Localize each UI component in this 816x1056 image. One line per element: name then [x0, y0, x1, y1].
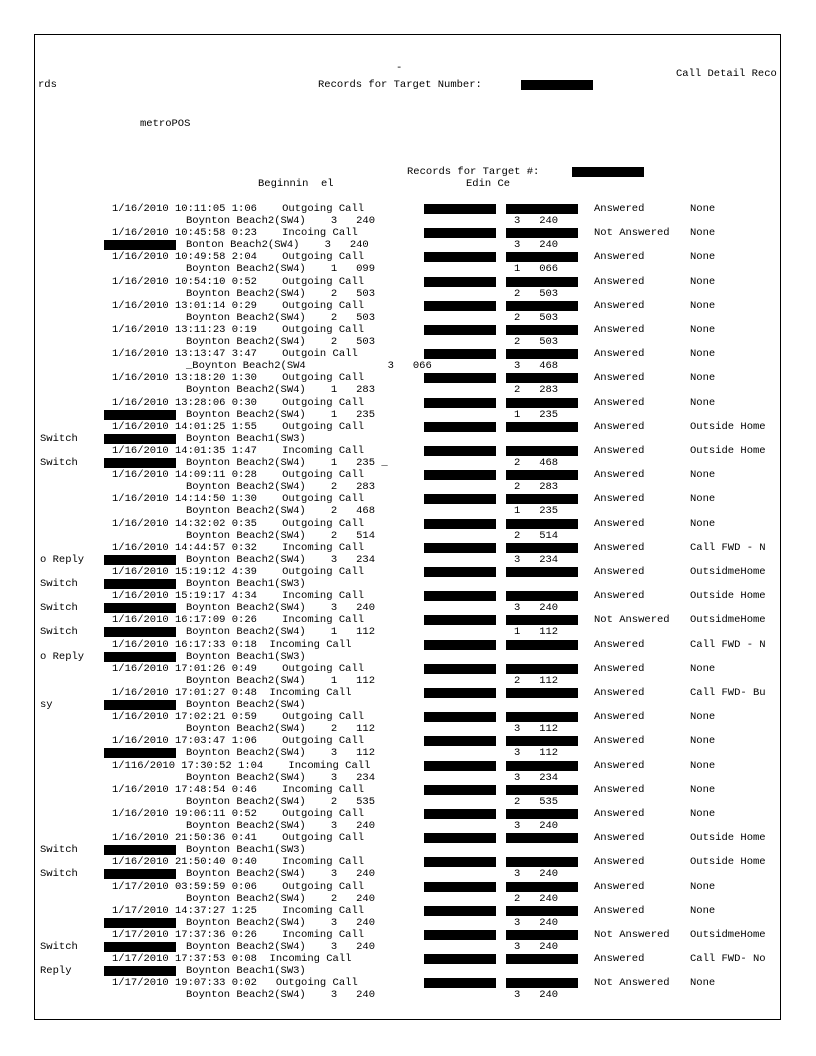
row-line-1: 1/16/2010 15:19:12 4:39 Outgoing Call — [112, 566, 365, 578]
row-special: OutsidmeHome — [690, 929, 766, 941]
row-cell-end: 2 468 — [514, 457, 559, 469]
row-special: Call FWD - N — [690, 638, 766, 651]
row-line-1: 1/16/2010 17:01:27 0:48 Incoming Call — [112, 687, 352, 699]
redaction-bar — [104, 240, 176, 250]
row-status: Answered — [594, 783, 645, 796]
redaction-bar — [506, 398, 578, 408]
redaction-bar — [506, 494, 578, 504]
row-status: Not Answered — [594, 977, 670, 990]
row-line-1: 1/16/2010 14:09:11 0:28 Outgoing Call — [112, 469, 365, 482]
row-cell-end: 1 066 — [514, 263, 559, 276]
row-line-2: Boynton Beach2(SW4) 2 468 — [186, 505, 376, 518]
row-special: None — [690, 759, 716, 772]
row-line-1: 1/16/2010 14:44:57 0:32 Incoming Call — [112, 541, 365, 554]
row-special: Outside Home — [690, 856, 766, 869]
redaction-bar — [104, 627, 176, 637]
row-special-wrap: Switch — [40, 432, 78, 445]
row-special-wrap: Switch — [40, 941, 78, 953]
redaction-bar — [424, 301, 496, 311]
row-cell-end: 1 235 — [514, 408, 559, 421]
row-special: None — [690, 469, 716, 482]
row-status: Answered — [594, 735, 645, 748]
redaction-bar — [104, 603, 176, 613]
row-line-2: Boynton Beach2(SW4) 3 234 — [186, 553, 376, 566]
redaction-bar — [104, 918, 176, 928]
redaction-bar — [506, 543, 578, 553]
redaction-bar — [506, 349, 578, 359]
row-line-2: Boynton Beach1(SW3) — [186, 578, 306, 590]
redaction-bar — [424, 519, 496, 529]
row-line-1: 1/16/2010 13:11:23 0:19 Outgoing Call — [112, 324, 365, 336]
row-special-wrap: o Reply — [40, 553, 85, 566]
redaction-bar — [424, 978, 496, 988]
row-cell-end: 2 112 — [514, 674, 559, 687]
redaction-bar — [506, 906, 578, 916]
redaction-bar — [506, 978, 578, 988]
redaction-bar — [424, 204, 496, 214]
row-special: Call FWD - N — [690, 541, 766, 554]
redaction-bar — [104, 652, 176, 662]
redaction-bar — [104, 966, 176, 976]
row-cell-end: 3 112 — [514, 723, 559, 736]
row-line-1: 1/116/2010 17:30:52 1:04 Incoming Call — [112, 759, 371, 772]
row-line-1: 1/16/2010 10:45:58 0:23 Incoing Call — [112, 227, 358, 240]
row-special: Outside Home — [690, 445, 766, 457]
redaction-bar — [424, 228, 496, 238]
row-special: None — [690, 348, 716, 361]
redaction-bar — [506, 785, 578, 795]
row-line-2: Boynton Beach1(SW3) — [186, 650, 306, 663]
redaction-bar — [506, 446, 578, 456]
row-status: Not Answered — [594, 227, 670, 240]
row-special: Outside Home — [690, 420, 766, 433]
redaction-bar — [424, 252, 496, 262]
row-special: None — [690, 251, 716, 264]
row-cell-end: 3 240 — [514, 989, 559, 1002]
redaction-bar — [424, 373, 496, 383]
redaction-bar — [424, 398, 496, 408]
row-cell-end: 2 514 — [514, 529, 559, 542]
row-line-1: 1/16/2010 13:18:20 1:30 Outgoing Call — [112, 372, 365, 385]
redaction-bar — [506, 252, 578, 262]
row-line-2: Boynton Beach2(SW4) 3 240 — [186, 989, 376, 1002]
redaction-bar — [424, 761, 496, 771]
row-line-2: Boynton Beach2(SW4) 1 099 — [186, 263, 376, 276]
redaction-bar — [104, 434, 176, 444]
row-cell-end: 2 503 — [514, 311, 559, 324]
row-special: Outside Home — [690, 590, 766, 603]
row-status: Answered — [594, 396, 645, 409]
row-cell-end: 1 235 — [514, 505, 559, 518]
row-line-1: 1/16/2010 13:13:47 3:47 Outgoin Call — [112, 348, 358, 361]
header-dash: - — [396, 62, 403, 74]
row-cell-end: 3 240 — [514, 602, 559, 615]
row-line-2: Boynton Beach2(SW4) 3 234 — [186, 771, 376, 784]
row-special-wrap: Switch — [40, 626, 78, 639]
row-special: None — [690, 904, 716, 917]
row-line-2: Boynton Beach2(SW4) 2 240 — [186, 892, 376, 905]
redaction-bar — [104, 748, 176, 758]
row-status: Answered — [594, 541, 645, 554]
row-special-wrap: Reply — [40, 965, 72, 978]
row-cell-end: 3 240 — [514, 215, 559, 227]
row-status: Not Answered — [594, 929, 670, 941]
redaction-bar — [424, 543, 496, 553]
row-special-wrap: Switch — [40, 602, 78, 615]
row-cell-end: 2 240 — [514, 892, 559, 905]
row-line-1: 1/17/2010 19:07:33 0:02 Outgoing Call — [112, 977, 358, 990]
redaction-bar — [506, 664, 578, 674]
row-status: Answered — [594, 493, 645, 506]
row-status: Answered — [594, 517, 645, 530]
row-line-2: Boynton Beach2(SW4) 3 240 — [186, 868, 376, 881]
row-line-1: 1/16/2010 17:02:21 0:59 Outgoing Call — [112, 711, 365, 724]
row-line-2: Boynton Beach1(SW3) — [186, 965, 306, 978]
row-special: Call FWD- Bu — [690, 687, 766, 699]
redaction-bar — [506, 204, 578, 214]
row-status: Answered — [594, 566, 645, 578]
row-line-1: 1/16/2010 17:48:54 0:46 Incoming Call — [112, 783, 365, 796]
redaction-bar — [104, 458, 176, 468]
redaction-bar — [104, 410, 176, 420]
row-status: Answered — [594, 420, 645, 433]
row-line-1: 1/16/2010 15:19:17 4:34 Incoming Call — [112, 590, 365, 603]
row-line-1: 1/16/2010 19:06:11 0:52 Outgoing Call — [112, 808, 365, 820]
row-line-2: Boynton Beach2(SW4) 2 503 — [186, 336, 376, 348]
row-status: Answered — [594, 638, 645, 651]
redaction-bar — [104, 555, 176, 565]
row-special: Call FWD- No — [690, 953, 766, 966]
row-status: Answered — [594, 808, 645, 820]
row-line-1: 1/16/2010 16:17:09 0:26 Incoming Call — [112, 614, 365, 627]
row-status: Answered — [594, 445, 645, 457]
row-special: None — [690, 977, 716, 990]
redaction-bar — [506, 712, 578, 722]
row-line-2: Boynton Beach2(SW4) — [186, 699, 306, 711]
row-line-2: Boynton Beach2(SW4) 1 112 — [186, 674, 376, 687]
redaction-bar — [506, 591, 578, 601]
row-status: Answered — [594, 203, 645, 215]
row-status: Answered — [594, 251, 645, 264]
row-cell-end: 1 112 — [514, 626, 559, 639]
row-line-2: Boynton Beach2(SW4) 3 240 — [186, 916, 376, 929]
row-special-wrap: Switch — [40, 868, 78, 881]
redaction-bar — [424, 567, 496, 577]
redaction-bar — [424, 640, 496, 650]
redaction-bar — [506, 930, 578, 940]
row-line-1: 1/16/2010 17:01:26 0:49 Outgoing Call — [112, 662, 365, 675]
row-status: Answered — [594, 324, 645, 336]
row-line-2: _Boynton Beach2(SW4 3 066 — [186, 360, 432, 373]
redaction-bar — [506, 567, 578, 577]
row-line-1: 1/16/2010 21:50:36 0:41 Outgoing Call — [112, 832, 365, 845]
row-line-1: 1/16/2010 13:01:14 0:29 Outgoing Call — [112, 299, 365, 312]
redaction-bar — [424, 591, 496, 601]
row-status: Answered — [594, 711, 645, 724]
redaction-bar — [424, 615, 496, 625]
row-line-1: 1/17/2010 17:37:53 0:08 Incoming Call — [112, 953, 352, 966]
redaction-bar — [506, 809, 578, 819]
row-line-1: 1/17/2010 17:37:36 0:26 Incoming Call — [112, 929, 365, 941]
row-status: Answered — [594, 880, 645, 893]
redaction-bar — [424, 664, 496, 674]
row-line-2: Boynton Beach2(SW4) 2 283 — [186, 481, 376, 494]
row-line-2: Boynton Beach2(SW4) 3 240 — [186, 820, 376, 832]
header-company: metroPOS — [140, 118, 191, 130]
row-line-2: Bonton Beach2(SW4) 3 240 — [186, 239, 369, 252]
row-line-1: 1/16/2010 14:01:25 1:55 Outgoing Call — [112, 420, 365, 433]
redaction-bar — [424, 930, 496, 940]
redaction-bar — [424, 833, 496, 843]
row-cell-end: 3 240 — [514, 820, 559, 832]
row-line-1: 1/16/2010 14:01:35 1:47 Incoming Call — [112, 445, 365, 457]
redaction-bar — [506, 519, 578, 529]
header-title-wrap: rds — [38, 79, 57, 91]
redaction-bar — [104, 579, 176, 589]
row-line-1: 1/16/2010 14:14:50 1:30 Outgoing Call — [112, 493, 365, 506]
redaction-bar — [506, 301, 578, 311]
redaction-bar — [506, 470, 578, 480]
redaction-bar — [424, 349, 496, 359]
row-line-1: 1/17/2010 03:59:59 0:06 Outgoing Call — [112, 880, 365, 893]
row-line-1: 1/16/2010 13:28:06 0:30 Outgoing Call — [112, 396, 365, 409]
row-line-1: 1/17/2010 14:37:27 1:25 Incoming Call — [112, 904, 365, 917]
row-special: None — [690, 299, 716, 312]
row-special: None — [690, 493, 716, 506]
row-cell-end: 2 535 — [514, 795, 559, 808]
row-special: None — [690, 808, 716, 820]
row-status: Answered — [594, 856, 645, 869]
row-cell-end: 2 283 — [514, 384, 559, 397]
redaction-bar — [506, 325, 578, 335]
row-status: Answered — [594, 299, 645, 312]
redaction-bar — [506, 228, 578, 238]
redaction-bar — [506, 833, 578, 843]
row-special: OutsidmeHome — [690, 566, 766, 578]
row-line-1: 1/16/2010 10:11:05 1:06 Outgoing Call — [112, 203, 365, 215]
redaction-bar — [506, 615, 578, 625]
row-line-2: Boynton Beach2(SW4) 2 503 — [186, 311, 376, 324]
row-line-2: Boynton Beach2(SW4) 2 535 — [186, 795, 376, 808]
row-status: Answered — [594, 687, 645, 699]
row-line-2: Boynton Beach2(SW4) 1 283 — [186, 384, 376, 397]
row-cell-end: 2 503 — [514, 287, 559, 300]
row-cell-end: 3 240 — [514, 239, 559, 252]
redaction-bar — [506, 640, 578, 650]
redaction-bar — [506, 857, 578, 867]
row-special: None — [690, 517, 716, 530]
row-cell-end: 3 240 — [514, 868, 559, 881]
row-special: None — [690, 396, 716, 409]
redaction-bar — [104, 700, 176, 710]
redaction-bar — [424, 809, 496, 819]
redaction-bar — [506, 373, 578, 383]
row-cell-end: 2 283 — [514, 481, 559, 494]
row-status: Answered — [594, 832, 645, 845]
row-line-2: Boynton Beach1(SW3) — [186, 844, 306, 857]
redaction-bar — [104, 869, 176, 879]
redaction-bar — [506, 688, 578, 698]
row-special-wrap: Switch — [40, 578, 78, 590]
row-cell-end: 3 234 — [514, 771, 559, 784]
column-header-begin: Beginnin el — [258, 178, 334, 190]
row-line-2: Boynton Beach2(SW4) 3 240 — [186, 215, 376, 227]
row-line-1: 1/16/2010 16:17:33 0:18 Incoming Call — [112, 638, 352, 651]
redaction-bar — [424, 325, 496, 335]
row-status: Answered — [594, 590, 645, 603]
redaction-bar — [506, 761, 578, 771]
row-special: OutsidmeHome — [690, 614, 766, 627]
row-line-2: Boynton Beach2(SW4) 1 235 _ — [186, 457, 388, 469]
row-line-2: Boynton Beach2(SW4) 2 514 — [186, 529, 376, 542]
row-status: Answered — [594, 662, 645, 675]
redaction-bar — [424, 857, 496, 867]
row-line-2: Boynton Beach2(SW4) 2 112 — [186, 723, 376, 736]
redaction-bar — [424, 712, 496, 722]
row-special: None — [690, 711, 716, 724]
row-cell-end: 2 503 — [514, 336, 559, 348]
row-special: None — [690, 735, 716, 748]
row-status: Answered — [594, 469, 645, 482]
row-special-wrap: Switch — [40, 844, 78, 857]
row-line-1: 1/16/2010 14:32:02 0:35 Outgoing Call — [112, 517, 365, 530]
row-cell-end: 3 240 — [514, 916, 559, 929]
row-special-wrap: Switch — [40, 457, 78, 469]
row-cell-end: 3 112 — [514, 747, 559, 760]
row-status: Answered — [594, 372, 645, 385]
redaction-bar — [424, 422, 496, 432]
redaction-bar — [424, 736, 496, 746]
redaction-bar — [506, 422, 578, 432]
row-special-wrap: sy — [40, 699, 53, 711]
row-special: None — [690, 783, 716, 796]
column-header-end: Edin Ce — [466, 178, 511, 190]
row-cell-end: 3 234 — [514, 553, 559, 566]
redaction-bar — [424, 494, 496, 504]
redaction-bar — [424, 906, 496, 916]
redaction-bar — [424, 688, 496, 698]
redaction-bar — [104, 942, 176, 952]
row-status: Answered — [594, 953, 645, 966]
row-special: None — [690, 880, 716, 893]
redaction-bar — [506, 736, 578, 746]
row-line-2: Boynton Beach1(SW3) — [186, 432, 306, 445]
row-status: Not Answered — [594, 614, 670, 627]
redaction-bar — [424, 785, 496, 795]
row-special: None — [690, 324, 716, 336]
row-line-1: 1/16/2010 10:49:58 2:04 Outgoing Call — [112, 251, 365, 264]
row-special: None — [690, 227, 716, 240]
header-records-target-hash: Records for Target #: — [407, 166, 540, 178]
row-line-2: Boynton Beach2(SW4) 3 240 — [186, 602, 376, 615]
redaction-bar — [506, 882, 578, 892]
row-special: None — [690, 275, 716, 288]
row-line-1: 1/16/2010 10:54:10 0:52 Outgoing Call — [112, 275, 365, 288]
redaction-bar — [506, 277, 578, 287]
row-status: Answered — [594, 759, 645, 772]
row-line-2: Boynton Beach2(SW4) 1 235 — [186, 408, 376, 421]
redaction-bar — [104, 845, 176, 855]
row-special: None — [690, 662, 716, 675]
row-status: Answered — [594, 275, 645, 288]
redaction-bar — [424, 954, 496, 964]
row-special: None — [690, 203, 716, 215]
header-title-right: Call Detail Reco — [676, 68, 777, 80]
row-line-2: Boynton Beach2(SW4) 3 240 — [186, 941, 376, 953]
row-status: Answered — [594, 348, 645, 361]
header-records-target-number: Records for Target Number: — [318, 79, 482, 91]
row-special: Outside Home — [690, 832, 766, 845]
row-status: Answered — [594, 904, 645, 917]
row-line-2: Boynton Beach2(SW4) 3 112 — [186, 747, 376, 760]
redaction-bar — [572, 167, 644, 177]
redaction-bar — [424, 882, 496, 892]
row-line-1: 1/16/2010 21:50:40 0:40 Incoming Call — [112, 856, 365, 869]
row-line-2: Boynton Beach2(SW4) 1 112 — [186, 626, 376, 639]
row-line-2: Boynton Beach2(SW4) 2 503 — [186, 287, 376, 300]
redaction-bar — [424, 470, 496, 480]
row-line-1: 1/16/2010 17:03:47 1:06 Outgoing Call — [112, 735, 365, 748]
row-cell-end: 3 468 — [514, 360, 559, 373]
row-special-wrap: o Reply — [40, 650, 85, 663]
row-cell-end: 3 240 — [514, 941, 559, 953]
redaction-bar — [424, 446, 496, 456]
redaction-bar — [521, 80, 593, 90]
row-special: None — [690, 372, 716, 385]
redaction-bar — [506, 954, 578, 964]
redaction-bar — [424, 277, 496, 287]
